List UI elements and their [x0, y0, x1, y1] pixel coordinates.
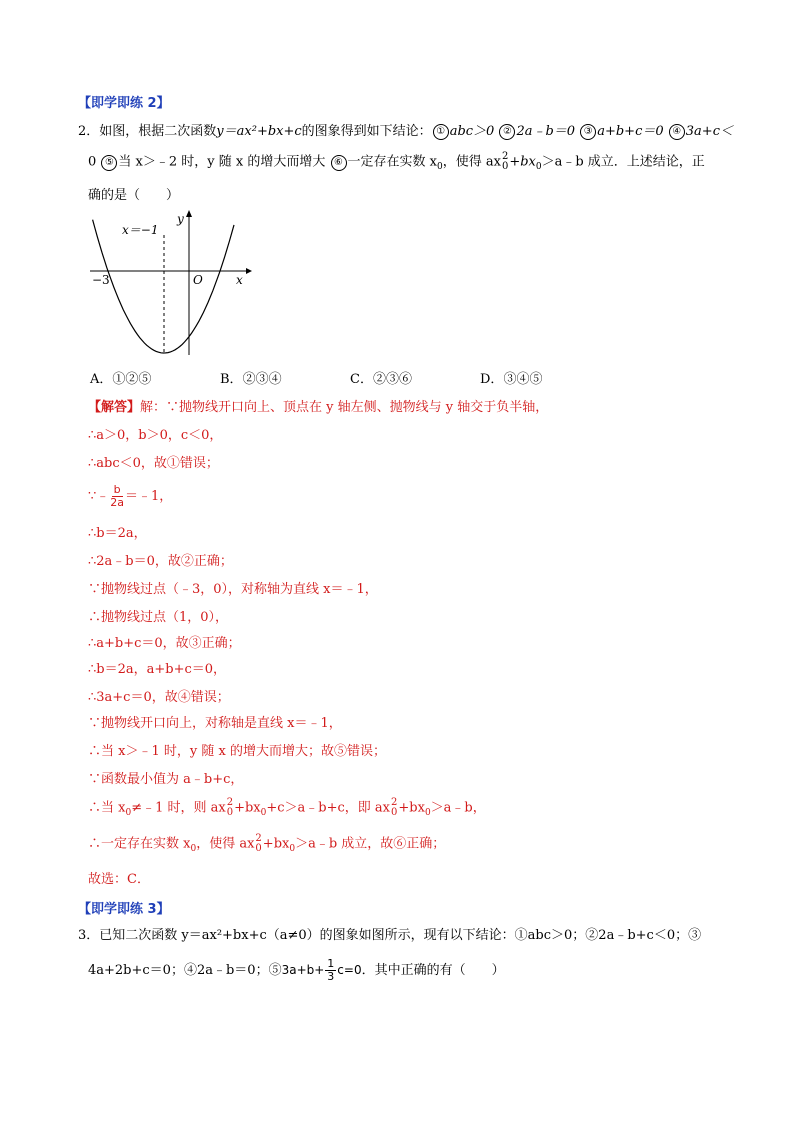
conclusion-6-marker: ⑥: [331, 155, 347, 171]
stem-text: 如图，根据二次函数: [99, 124, 217, 139]
stack-bot: 0: [226, 807, 234, 818]
solution-line-17: 故选：C．: [88, 872, 150, 887]
line2-zero: 0: [88, 154, 97, 170]
solution-text: 解：∵抛物线开口向上、顶点在 y 轴左侧、抛物线与 y 轴交于负半轴，: [140, 400, 549, 415]
fraction-denominator: 2a: [110, 496, 125, 509]
stack-top: 2: [226, 797, 234, 808]
question-2-line-2: [88, 152, 705, 177]
solution-text: ∵﹣: [88, 489, 110, 504]
solution-text: +c＞a﹣b+c，即 ax: [266, 800, 391, 816]
conclusion-4: 3a+c＜: [685, 124, 733, 139]
subscript-0: 0: [260, 808, 267, 819]
solution-text: ＞a﹣b 成立，故⑥正确；: [295, 836, 446, 852]
solution-text: ＝﹣1，: [125, 489, 173, 504]
solution-text: ∴一定存在实数 x: [88, 836, 191, 852]
subscript-0: 0: [436, 162, 443, 173]
subscript-0: 0: [190, 844, 197, 855]
option-b-text: ②③④: [242, 372, 282, 387]
option-a-text: ①②⑤: [112, 372, 152, 387]
option-d-text: ③④⑤: [503, 372, 543, 387]
parabola-curve: [93, 220, 234, 353]
solution-line-1: [88, 398, 548, 418]
option-a[interactable]: [90, 370, 220, 390]
conclusion-3: a+b+c＝0: [597, 124, 664, 139]
subscript-0b: 0: [535, 162, 542, 173]
solution-line-16: [88, 834, 445, 859]
stem-text-b: 的图象得到如下结论：: [301, 124, 432, 139]
solution-line-12: ∵抛物线开口向上，对称轴是直线 x＝﹣1，: [88, 716, 342, 731]
conclusion-6: 一定存在实数 x: [347, 154, 437, 170]
solution-line-7: ∵抛物线过点（﹣3，0），对称轴为直线 x＝﹣1，: [88, 582, 378, 597]
conclusion-5: 当 x＞﹣2 时，y 随 x 的增大而增大: [118, 154, 326, 170]
fraction-numerator: 1: [327, 957, 335, 970]
stack-top: 2: [501, 151, 509, 162]
solution-text: ，使得 ax: [196, 836, 255, 852]
x-axis-arrow: [246, 268, 252, 274]
solution-line-5: ∴b＝2a，: [88, 526, 147, 541]
solution-text: ∴当 x: [88, 800, 126, 816]
stack-bot: 0: [391, 807, 398, 818]
conclusion-6-d: ＞a﹣b 成立．上述结论，正: [541, 154, 705, 170]
stack-bot: 0: [255, 843, 262, 854]
solution-text: ＞a﹣b，: [430, 800, 486, 816]
option-d[interactable]: [480, 370, 610, 390]
option-d-letter: D．: [480, 372, 504, 387]
func-y: y: [216, 124, 224, 139]
q3-text: 4a+2b+c＝0；④2a﹣b＝0；⑤: [88, 963, 282, 978]
solution-text: +bx: [234, 800, 261, 816]
fraction-denominator: 3: [327, 970, 335, 983]
conclusion-2: 2a﹣b＝0: [516, 124, 576, 139]
conclusion-5-marker: ⑤: [101, 155, 117, 171]
question-3-line-1: 3．已知二次函数 y＝ax²+bx+c（a≠0）的图象如图所示，现有以下结论：①abc＞0；②2a﹣b+c＜0；③: [78, 928, 702, 943]
solution-line-14: ∵函数最小值为 a﹣b+c，: [88, 772, 244, 787]
origin-label: O: [193, 273, 203, 287]
conclusion-3-marker: ③: [580, 124, 596, 140]
question-2-line-1: [78, 122, 733, 142]
func-rest: ＝ax²+bx+c: [223, 124, 302, 139]
subscript-0: 0: [424, 808, 431, 819]
subscript-0: 0: [289, 844, 296, 855]
conclusion-6-b: ，使得 ax: [442, 154, 501, 170]
stack-top: 2: [391, 797, 398, 808]
exponent-stack: [391, 798, 397, 818]
conclusion-1-marker: ①: [433, 124, 449, 140]
q3-expr-pre: 3a+b+: [281, 963, 325, 977]
exponent-stack: [502, 152, 508, 172]
option-b-letter: B．: [220, 372, 243, 387]
neg-three-label: −3: [92, 273, 110, 287]
solution-line-11: ∴3a+c＝0，故④错误；: [88, 690, 230, 705]
section-heading-2: 【即学即练 2】: [78, 96, 170, 111]
stack-bot: 0: [501, 161, 509, 172]
solution-line-2: ∴a＞0，b＞0，c＜0，: [88, 428, 223, 443]
option-c-text: ②③⑥: [372, 372, 412, 387]
conclusion-2-marker: ②: [499, 124, 515, 140]
subscript-0: 0: [125, 808, 132, 819]
solution-text: ≠﹣1 时，则 ax: [131, 800, 226, 816]
options-row: [90, 370, 610, 390]
fraction-one-third: [325, 958, 336, 983]
option-b[interactable]: [220, 370, 350, 390]
y-axis-arrow: [186, 210, 192, 217]
fraction-b-over-2a: [110, 484, 124, 509]
parabola-graph: [86, 205, 256, 365]
fraction-numerator: b: [113, 483, 121, 496]
exponent-stack: [255, 834, 261, 854]
symmetry-label: x＝−1: [122, 223, 159, 237]
solution-line-9: ∴a+b+c＝0，故③正确；: [88, 636, 241, 651]
question-2-line-3: 确的是（ ）: [88, 188, 180, 203]
solution-tag: 【解答】: [88, 400, 141, 415]
question-3-line-2: [88, 958, 505, 983]
q3-expr-post: c=0: [337, 963, 362, 977]
solution-line-10: ∴b＝2a，a+b+c＝0，: [88, 662, 227, 677]
solution-line-13: ∴当 x＞﹣1 时，y 随 x 的增大而增大；故⑤错误；: [88, 744, 386, 759]
option-a-letter: A．: [90, 372, 113, 387]
exponent-stack: [227, 798, 233, 818]
q3-text-end: ．其中正确的有（ ）: [361, 963, 505, 978]
option-c-letter: C．: [350, 372, 373, 387]
solution-line-8: ∴抛物线过点（1，0），: [88, 610, 229, 625]
solution-line-15: [88, 798, 486, 823]
option-c[interactable]: [350, 370, 480, 390]
y-axis-label: y: [177, 212, 184, 226]
question-number: 2．: [78, 124, 100, 139]
x-axis-label: x: [236, 273, 243, 287]
conclusion-4-marker: ④: [669, 124, 685, 140]
conclusion-1: abc＞0: [449, 124, 495, 139]
solution-text: +bx: [262, 836, 290, 852]
solution-line-6: ∴2a﹣b＝0，故②正确；: [88, 554, 233, 569]
solution-line-3: ∴abc＜0，故①错误；: [88, 456, 219, 471]
conclusion-6-c: +bx: [509, 154, 536, 170]
solution-text: +bx: [398, 800, 425, 816]
section-heading-3: 【即学即练 3】: [78, 902, 170, 917]
stack-top: 2: [255, 833, 262, 844]
solution-line-4: [88, 484, 172, 509]
